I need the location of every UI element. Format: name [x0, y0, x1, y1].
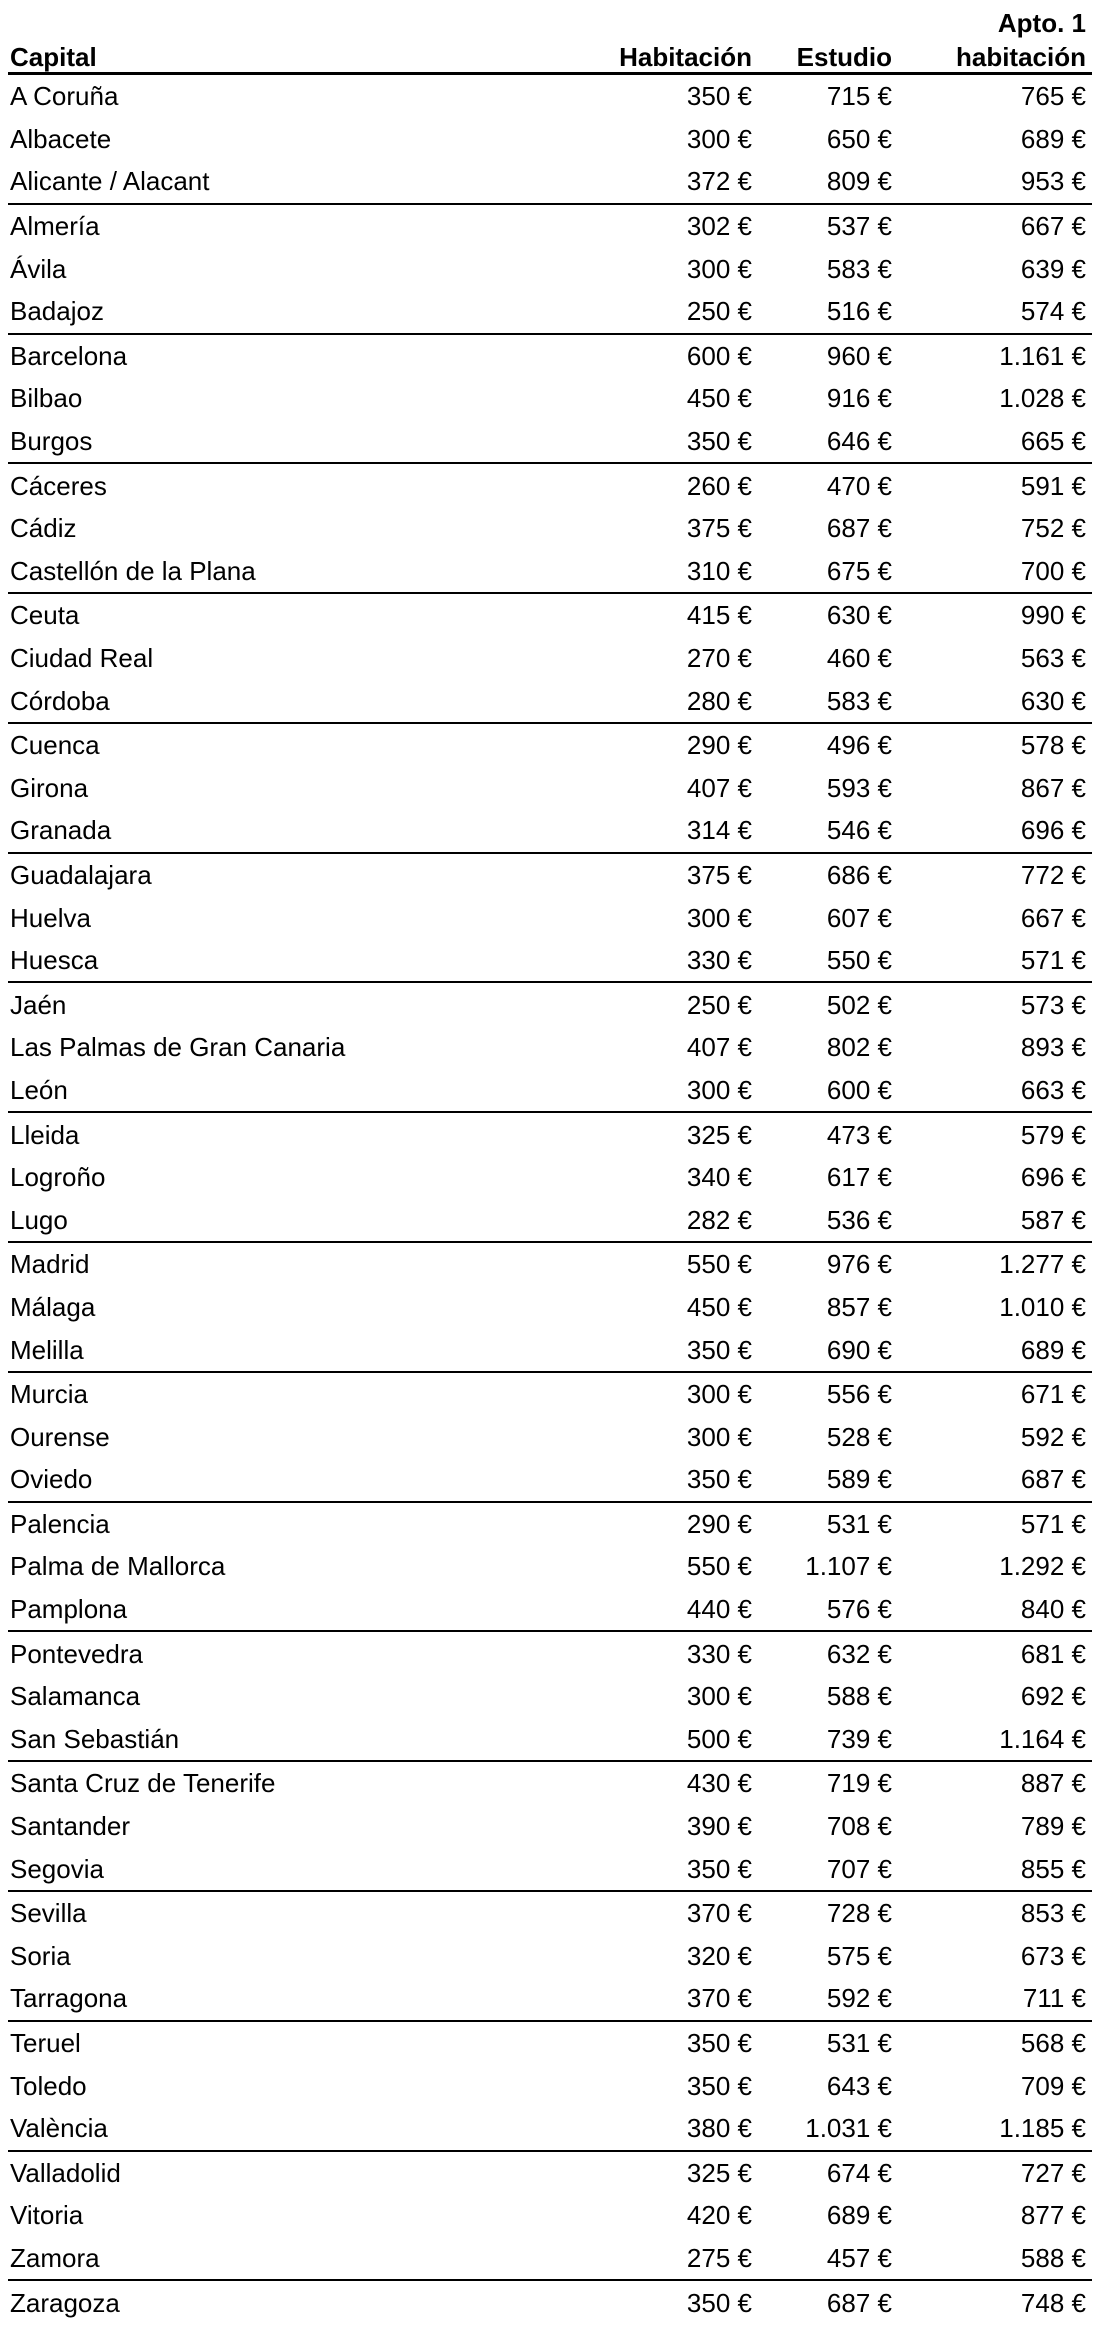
cell-habitacion: 450 €	[686, 1291, 752, 1322]
cell-apto1: 1.277 €	[999, 1249, 1086, 1280]
cell-capital: Salamanca	[10, 1681, 141, 1712]
cell-habitacion: 350 €	[686, 2287, 752, 2318]
table-row	[8, 1156, 1092, 1199]
cell-estudio: 589 €	[758, 1458, 898, 1502]
cell-capital: Cuenca	[10, 730, 100, 761]
cell-habitacion: 300 €	[563, 1069, 758, 1113]
cell-habitacion: 300 €	[686, 1379, 752, 1410]
cell-capital: A Coruña	[10, 81, 119, 112]
cell-capital: Guadalajara	[10, 859, 152, 890]
cell-apto1: 1.028 €	[999, 383, 1086, 414]
cell-apto1: 689 €	[1020, 123, 1086, 154]
cell-estudio: 528 €	[826, 1421, 892, 1452]
table-row	[8, 2151, 1092, 2195]
cell-capital: Vitoria	[10, 2200, 84, 2231]
cell-capital: Albacete	[10, 123, 112, 154]
cell-habitacion: 300 €	[686, 1421, 752, 1452]
table-row	[8, 2064, 1092, 2107]
table-header	[8, 8, 1092, 74]
cell-estudio: 457 €	[758, 2237, 898, 2281]
cell-habitacion: 250 €	[686, 989, 752, 1020]
cell-estudio: 707 €	[758, 1847, 898, 1891]
table-row	[8, 2107, 1092, 2151]
cell-estudio: 583 €	[826, 253, 892, 284]
cell-capital: Murcia	[10, 1379, 89, 1410]
cell-capital: Valladolid	[10, 2157, 121, 2188]
cell-capital: Segovia	[8, 1847, 563, 1891]
cell-apto1: 990 €	[1020, 600, 1086, 631]
cell-apto1: 893 €	[1020, 1032, 1086, 1063]
cell-habitacion: 330 €	[563, 939, 758, 983]
cell-apto1: 840 €	[898, 1588, 1092, 1632]
table-row	[8, 1415, 1092, 1458]
cell-apto1: 887 €	[1020, 1768, 1086, 1799]
cell-estudio: 550 €	[758, 939, 898, 983]
cell-estudio: 632 €	[826, 1638, 892, 1669]
cell-estudio: 689 €	[826, 2200, 892, 2231]
cell-habitacion: 415 €	[686, 600, 752, 631]
table-row	[8, 723, 1092, 767]
cell-apto1: 568 €	[1020, 2028, 1086, 2059]
cell-apto1: 752 €	[1020, 513, 1086, 544]
cell-capital: Santa Cruz de Tenerife	[10, 1768, 276, 1799]
cell-estudio: 531 €	[826, 2028, 892, 2059]
cell-apto1: 687 €	[898, 1458, 1092, 1502]
cell-capital: Tarragona	[8, 1977, 563, 2021]
cell-capital: Teruel	[10, 2028, 81, 2059]
cell-habitacion: 500 €	[563, 1718, 758, 1762]
cell-capital: Cádiz	[10, 513, 77, 544]
cell-apto1: 630 €	[898, 679, 1092, 723]
cell-estudio: 546 €	[758, 809, 898, 853]
cell-apto1: 1.292 €	[999, 1551, 1086, 1582]
cell-apto1: 667 €	[1020, 902, 1086, 933]
cell-estudio: 592 €	[758, 1977, 898, 2021]
cell-capital: Huelva	[10, 902, 91, 933]
cell-estudio: 857 €	[826, 1291, 892, 1322]
cell-estudio: 728 €	[826, 1898, 892, 1929]
cell-habitacion: 350 €	[686, 2070, 752, 2101]
cell-apto1: 853 €	[1020, 1898, 1086, 1929]
cell-estudio: 687 €	[826, 2287, 892, 2318]
cell-capital: Zamora	[8, 2237, 563, 2281]
cell-habitacion: 350 €	[686, 81, 752, 112]
cell-apto1: 709 €	[1020, 2070, 1086, 2101]
cell-habitacion: 300 €	[686, 1681, 752, 1712]
table-row	[8, 1112, 1092, 1156]
cell-apto1: 765 €	[1020, 81, 1086, 112]
table-row	[8, 118, 1092, 161]
cell-habitacion: 407 €	[686, 772, 752, 803]
cell-capital: Ceuta	[10, 600, 80, 631]
cell-capital: Jaén	[10, 989, 67, 1020]
cell-estudio: 583 €	[758, 679, 898, 723]
table-row	[8, 1675, 1092, 1718]
table-row	[8, 809, 1092, 853]
cell-apto1: 953 €	[898, 160, 1092, 204]
cell-habitacion: 280 €	[563, 679, 758, 723]
header-apto-line2: habitación	[898, 38, 1092, 74]
cell-apto1: 571 €	[1020, 1508, 1086, 1539]
table-row	[8, 1242, 1092, 1286]
cell-capital: Lleida	[10, 1119, 80, 1150]
table-row	[8, 2237, 1092, 2281]
cell-estudio: 576 €	[758, 1588, 898, 1632]
cell-habitacion: 350 €	[563, 1847, 758, 1891]
table-row	[8, 896, 1092, 939]
cell-estudio: 536 €	[758, 1198, 898, 1242]
cell-habitacion: 330 €	[686, 1638, 752, 1669]
cell-apto1: 587 €	[898, 1198, 1092, 1242]
cell-estudio: 607 €	[826, 902, 892, 933]
cell-estudio: 674 €	[826, 2157, 892, 2188]
cell-habitacion: 375 €	[686, 859, 752, 890]
table-row	[8, 1935, 1092, 1978]
cell-estudio: 630 €	[826, 600, 892, 631]
header-estudio: Estudio	[758, 38, 898, 74]
cell-estudio: 719 €	[826, 1768, 892, 1799]
cell-capital: Málaga	[10, 1291, 96, 1322]
cell-habitacion: 372 €	[563, 160, 758, 204]
cell-capital: León	[8, 1069, 563, 1113]
table-row	[8, 550, 1092, 594]
cell-estudio: 739 €	[758, 1718, 898, 1762]
cell-estudio: 802 €	[826, 1032, 892, 1063]
cell-habitacion: 370 €	[563, 1977, 758, 2021]
cell-apto1: 748 €	[1020, 2287, 1086, 2318]
cell-capital: Oviedo	[8, 1458, 563, 1502]
cell-habitacion: 325 €	[686, 2157, 752, 2188]
cell-apto1: 700 €	[898, 550, 1092, 594]
header-habitacion-spacer	[563, 8, 758, 38]
cell-capital: Zaragoza	[10, 2287, 120, 2318]
cell-capital: Castellón de la Plana	[8, 550, 563, 594]
cell-estudio: 1.107 €	[805, 1551, 892, 1582]
cell-estudio: 470 €	[826, 470, 892, 501]
table-row	[8, 637, 1092, 680]
cell-estudio: 600 €	[758, 1069, 898, 1113]
cell-apto1: 1.010 €	[999, 1291, 1086, 1322]
table-row	[8, 1805, 1092, 1848]
cell-habitacion: 300 €	[686, 123, 752, 154]
cell-apto1: 1.164 €	[898, 1718, 1092, 1762]
cell-apto1: 574 €	[898, 290, 1092, 334]
cell-apto1: 639 €	[1020, 253, 1086, 284]
table-row	[8, 2021, 1092, 2065]
cell-apto1: 663 €	[898, 1069, 1092, 1113]
table-row	[8, 1631, 1092, 1675]
table-row	[8, 160, 1092, 204]
cell-estudio: 531 €	[826, 1508, 892, 1539]
cell-capital: Soria	[10, 1940, 71, 1971]
cell-capital: Cáceres	[10, 470, 107, 501]
cell-apto1: 579 €	[1020, 1119, 1086, 1150]
cell-capital: Madrid	[10, 1249, 90, 1280]
cell-capital: Ourense	[10, 1421, 110, 1452]
cell-estudio: 502 €	[826, 989, 892, 1020]
cell-apto1: 1.161 €	[999, 340, 1086, 371]
cell-habitacion: 450 €	[686, 383, 752, 414]
header-capital: Capital	[8, 38, 563, 74]
cell-capital: Sevilla	[10, 1898, 87, 1929]
table-row	[8, 853, 1092, 897]
cell-apto1: 681 €	[1020, 1638, 1086, 1669]
cell-habitacion: 302 €	[686, 211, 752, 242]
rent-prices-table	[8, 8, 1092, 2324]
cell-estudio: 537 €	[826, 211, 892, 242]
table-row	[8, 507, 1092, 550]
cell-estudio: 588 €	[826, 1681, 892, 1712]
table-row	[8, 74, 1092, 118]
table-row	[8, 334, 1092, 378]
cell-capital: Pamplona	[8, 1588, 563, 1632]
table-row	[8, 1069, 1092, 1113]
table-body	[8, 74, 1092, 2324]
cell-capital: Ciudad Real	[10, 643, 154, 674]
table-row	[8, 1977, 1092, 2021]
cell-habitacion: 600 €	[686, 340, 752, 371]
header-apto-line1: Apto. 1	[997, 8, 1086, 38]
cell-estudio: 675 €	[758, 550, 898, 594]
cell-estudio: 809 €	[758, 160, 898, 204]
cell-apto1: 689 €	[898, 1328, 1092, 1372]
cell-estudio: 496 €	[826, 730, 892, 761]
header-row-bottom	[8, 38, 1092, 74]
table-row	[8, 463, 1092, 507]
cell-estudio: 650 €	[826, 123, 892, 154]
cell-habitacion: 350 €	[563, 420, 758, 464]
cell-apto1: 789 €	[1020, 1811, 1086, 1842]
table-row	[8, 593, 1092, 637]
cell-habitacion: 300 €	[686, 902, 752, 933]
table-row	[8, 1588, 1092, 1632]
table-row	[8, 1718, 1092, 1762]
cell-estudio: 575 €	[826, 1940, 892, 1971]
cell-estudio: 976 €	[826, 1249, 892, 1280]
header-capital-spacer	[8, 8, 563, 38]
table-row	[8, 679, 1092, 723]
cell-habitacion: 320 €	[686, 1940, 752, 1971]
cell-apto1: 692 €	[1020, 1681, 1086, 1712]
table-row	[8, 1328, 1092, 1372]
cell-estudio: 556 €	[826, 1379, 892, 1410]
cell-estudio: 708 €	[826, 1811, 892, 1842]
cell-estudio: 687 €	[826, 513, 892, 544]
cell-apto1: 877 €	[1020, 2200, 1086, 2231]
cell-apto1: 563 €	[1020, 643, 1086, 674]
cell-apto1: 1.185 €	[898, 2107, 1092, 2151]
cell-apto1: 772 €	[1020, 859, 1086, 890]
table-row	[8, 1286, 1092, 1329]
table-row	[8, 1761, 1092, 1805]
cell-estudio: 916 €	[826, 383, 892, 414]
cell-apto1: 667 €	[1020, 211, 1086, 242]
cell-habitacion: 325 €	[686, 1119, 752, 1150]
cell-habitacion: 420 €	[686, 2200, 752, 2231]
cell-estudio: 473 €	[826, 1119, 892, 1150]
cell-apto1: 671 €	[1020, 1379, 1086, 1410]
table-row	[8, 1502, 1092, 1546]
cell-capital: Alicante / Alacant	[8, 160, 563, 204]
cell-habitacion: 290 €	[686, 1508, 752, 1539]
cell-apto1: 588 €	[898, 2237, 1092, 2281]
cell-estudio: 960 €	[826, 340, 892, 371]
cell-habitacion: 282 €	[563, 1198, 758, 1242]
cell-estudio: 593 €	[826, 772, 892, 803]
cell-apto1: 573 €	[1020, 989, 1086, 1020]
cell-capital: Ávila	[10, 253, 67, 284]
cell-habitacion: 550 €	[686, 1249, 752, 1280]
cell-capital: Lugo	[8, 1198, 563, 1242]
cell-capital: Córdoba	[8, 679, 563, 723]
cell-apto1: 571 €	[898, 939, 1092, 983]
cell-habitacion: 310 €	[563, 550, 758, 594]
table-row	[8, 247, 1092, 290]
cell-capital: Huesca	[8, 939, 563, 983]
cell-capital: Santander	[10, 1811, 130, 1842]
cell-capital: Almería	[10, 211, 100, 242]
table-row	[8, 290, 1092, 334]
cell-habitacion: 250 €	[563, 290, 758, 334]
table-row	[8, 1458, 1092, 1502]
table-row	[8, 1026, 1092, 1069]
cell-habitacion: 390 €	[686, 1811, 752, 1842]
cell-habitacion: 375 €	[686, 513, 752, 544]
cell-capital: Toledo	[10, 2070, 87, 2101]
cell-habitacion: 275 €	[563, 2237, 758, 2281]
cell-capital: Bilbao	[10, 383, 83, 414]
table-row	[8, 1198, 1092, 1242]
cell-capital: Palma de Mallorca	[10, 1551, 226, 1582]
cell-capital: Las Palmas de Gran Canaria	[10, 1032, 346, 1063]
cell-estudio: 690 €	[758, 1328, 898, 1372]
cell-habitacion: 407 €	[686, 1032, 752, 1063]
table-row	[8, 204, 1092, 248]
cell-apto1: 855 €	[898, 1847, 1092, 1891]
cell-habitacion: 350 €	[563, 1328, 758, 1372]
table-row	[8, 420, 1092, 464]
table-row	[8, 2280, 1092, 2324]
cell-apto1: 591 €	[1020, 470, 1086, 501]
cell-habitacion: 260 €	[686, 470, 752, 501]
cell-capital: València	[8, 2107, 563, 2151]
cell-habitacion: 350 €	[686, 2028, 752, 2059]
cell-estudio: 646 €	[758, 420, 898, 464]
cell-apto1: 696 €	[1020, 1162, 1086, 1193]
table-row	[8, 982, 1092, 1026]
cell-capital: Burgos	[8, 420, 563, 464]
cell-estudio: 516 €	[758, 290, 898, 334]
cell-habitacion: 270 €	[686, 643, 752, 674]
cell-capital: Badajoz	[8, 290, 563, 334]
cell-apto1: 696 €	[898, 809, 1092, 853]
cell-habitacion: 300 €	[686, 253, 752, 284]
cell-capital: Palencia	[10, 1508, 110, 1539]
cell-capital: Logroño	[10, 1162, 106, 1193]
table-row	[8, 939, 1092, 983]
cell-estudio: 1.031 €	[758, 2107, 898, 2151]
cell-habitacion: 430 €	[686, 1768, 752, 1799]
cell-apto1: 578 €	[1020, 730, 1086, 761]
cell-habitacion: 340 €	[686, 1162, 752, 1193]
cell-habitacion: 314 €	[563, 809, 758, 853]
cell-apto1: 673 €	[1020, 1940, 1086, 1971]
cell-capital: Girona	[10, 772, 89, 803]
cell-habitacion: 440 €	[563, 1588, 758, 1632]
header-estudio-spacer	[758, 8, 898, 38]
cell-capital: Melilla	[8, 1328, 563, 1372]
header-row-top	[8, 8, 1092, 38]
cell-apto1: 665 €	[898, 420, 1092, 464]
cell-apto1: 867 €	[1020, 772, 1086, 803]
table-row	[8, 1891, 1092, 1935]
table-row	[8, 1847, 1092, 1891]
cell-habitacion: 380 €	[563, 2107, 758, 2151]
cell-habitacion: 370 €	[686, 1898, 752, 1929]
table-row	[8, 2194, 1092, 2237]
cell-estudio: 686 €	[826, 859, 892, 890]
cell-capital: Pontevedra	[10, 1638, 143, 1669]
table-row	[8, 1545, 1092, 1588]
cell-habitacion: 350 €	[563, 1458, 758, 1502]
cell-estudio: 715 €	[826, 81, 892, 112]
header-habitacion: Habitación	[563, 38, 758, 74]
cell-estudio: 617 €	[826, 1162, 892, 1193]
cell-estudio: 460 €	[826, 643, 892, 674]
cell-capital: San Sebastián	[8, 1718, 563, 1762]
cell-habitacion: 550 €	[686, 1551, 752, 1582]
table-row	[8, 767, 1092, 810]
cell-habitacion: 290 €	[686, 730, 752, 761]
cell-apto1: 711 €	[898, 1977, 1092, 2021]
table-row	[8, 377, 1092, 420]
cell-estudio: 643 €	[826, 2070, 892, 2101]
cell-apto1: 727 €	[1020, 2157, 1086, 2188]
cell-capital: Granada	[8, 809, 563, 853]
table-row	[8, 1372, 1092, 1416]
cell-capital: Barcelona	[10, 340, 128, 371]
cell-apto1: 592 €	[1020, 1421, 1086, 1452]
